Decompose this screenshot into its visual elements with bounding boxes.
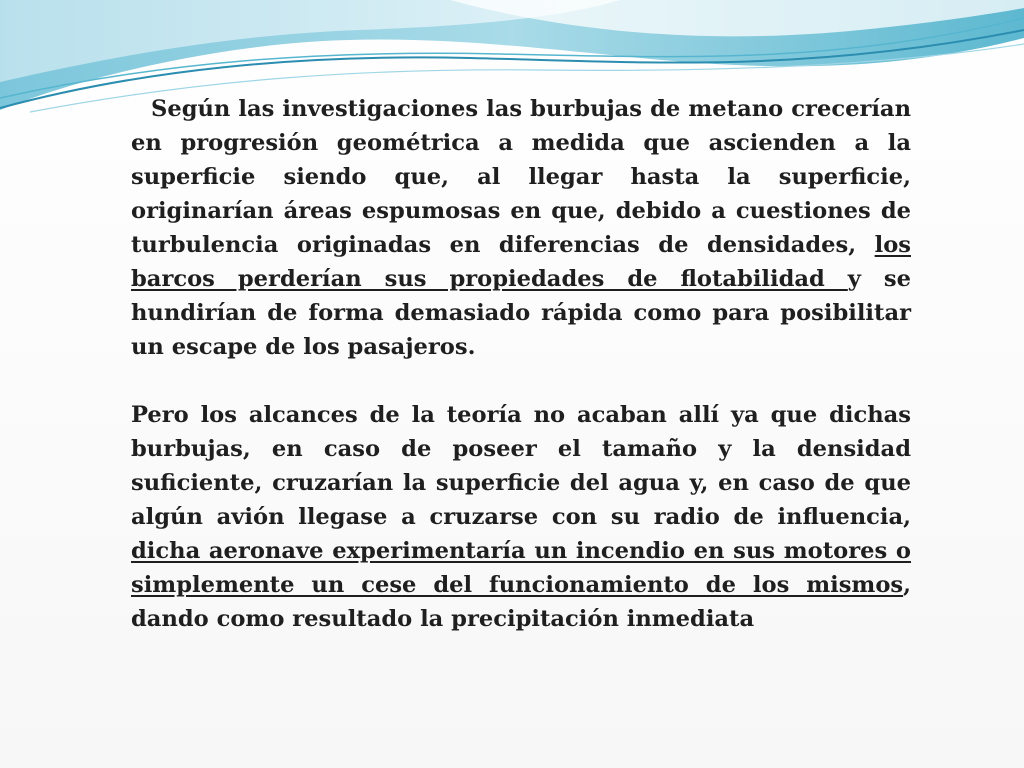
paragraph-1-text-b: y se hundirían de forma demasiado rápida como para posibilitar un escape de los pasajeros.: [131, 266, 911, 360]
paragraph-2: [131, 398, 911, 636]
paragraph-1: [131, 92, 911, 364]
paragraph-2-text-b: , dando como resultado la precipitación inmediata: [131, 572, 911, 632]
paragraph-1-text-a: Según las investigaciones las burbujas de metano crecerían en progresión geométrica a medida que ascienden a la superficie siendo que, al llegar hasta la superficie, originarían áreas espumosas en que, debido a cuestiones de turbulencia originadas en diferencias de densidades,: [131, 96, 911, 258]
slide-body: [131, 92, 911, 636]
paragraph-2-underlined: dicha aeronave experimentaría un incendio en sus motores o simplemente un cese del funcionamiento de los mismos: [131, 538, 911, 598]
paragraph-2-text-a: Pero los alcances de la teoría no acaban allí ya que dichas burbujas, en caso de poseer el tamaño y la densidad suficiente, cruzarían la superficie del agua y, en caso de que algún avión llegase a cruzarse con su radio de influencia,: [131, 402, 911, 530]
paragraph-1-underlined: los barcos perderían sus propiedades de flotabilidad: [131, 232, 911, 292]
